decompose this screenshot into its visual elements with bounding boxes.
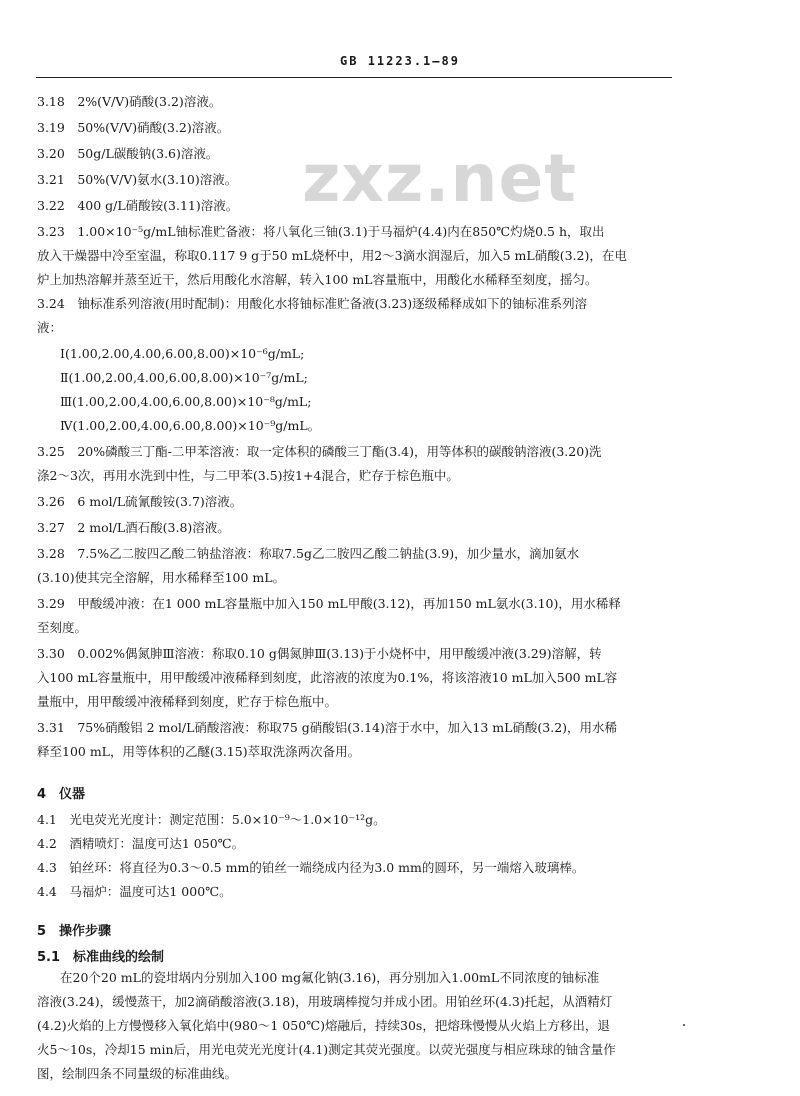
reagent-line: 3.23 1.00×10⁻⁵g/mL铀标准贮备液：将八氧化三铀(3.1)于马福炉(4.4)内在850℃灼烧0.5 h，取出 bbox=[37, 224, 605, 239]
procedure-line: 溶液(3.24)，缓慢蒸干，加2滴硝酸溶液(3.18)，用玻璃棒搅匀并成小团。用铂丝环(4.3)托起，从酒精灯 bbox=[37, 994, 613, 1009]
header-rule bbox=[36, 77, 672, 78]
reagent-line: 3.29 甲酸缓冲液：在1 000 mL容量瓶中加入150 mL甲酸(3.12)，再加150 mL氨水(3.10)，用水稀释 bbox=[37, 596, 621, 611]
reagent-line: 3.28 7.5%乙二胺四乙酸二钠盐溶液：称取7.5g乙二胺四乙酸二钠盐(3.9)，加少量水，滴加氨水 bbox=[37, 546, 580, 561]
reagent-line: 3.31 75%硝酸铝 2 mol/L硝酸溶液：称取75 g硝酸铝(3.14)溶于水中，加入13 mL硝酸(3.2)，用水稀 bbox=[37, 720, 618, 735]
procedure-line: (4.2)火焰的上方慢慢移入氧化焰中(980～1 050℃)熔融后，持续30s，把熔珠慢慢从火焰上方移出，退 bbox=[37, 1018, 610, 1033]
series-line: Ⅲ(1.00,2.00,4.00,6.00,8.00)×10⁻⁸g/mL; bbox=[60, 394, 312, 409]
reagent-line: 3.20 50g/L碳酸钠(3.6)溶液。 bbox=[37, 146, 219, 161]
reagent-line: 放入干燥器中冷至室温，称取0.117 9 g于50 mL烧杯中，用2～3滴水润湿后，加入5 mL硝酸(3.2)，在电 bbox=[37, 248, 627, 263]
series-line: Ⅳ(1.00,2.00,4.00,6.00,8.00)×10⁻⁹g/mL。 bbox=[60, 418, 321, 433]
procedure-line: 图，绘制四条不同量级的标准曲线。 bbox=[37, 1066, 238, 1081]
instrument-line: 4.2 酒精喷灯：温度可达1 050℃。 bbox=[37, 836, 245, 851]
reagent-line: 3.30 0.002%偶氮胂Ⅲ溶液：称取0.10 g偶氮胂Ⅲ(3.13)于小烧杯中，用甲酸缓冲液(3.29)溶解，转 bbox=[37, 646, 602, 661]
reagent-line: 3.25 20%磷酸三丁酯-二甲苯溶液：取一定体积的磷酸三丁酯(3.4)，用等体积的碳酸钠溶液(3.20)洗 bbox=[37, 444, 602, 459]
series-line: Ⅱ(1.00,2.00,4.00,6.00,8.00)×10⁻⁷g/mL; bbox=[60, 370, 308, 385]
reagent-line: 液： bbox=[37, 320, 63, 335]
reagent-line: 3.27 2 mol/L酒石酸(3.8)溶液。 bbox=[37, 520, 230, 535]
reagent-line: 3.18 2%(V/V)硝酸(3.2)溶液。 bbox=[37, 94, 222, 109]
reagent-line: 炉上加热溶解并蒸至近干，然后用酸化水溶解，转入100 mL容量瓶中，用酸化水稀释至刻度，摇匀。 bbox=[37, 272, 598, 287]
reagent-line: 涤2～3次，再用水洗到中性，与二甲苯(3.5)按1+4混合，贮存于棕色瓶中。 bbox=[37, 468, 459, 483]
reagent-line: 量瓶中，用甲酸缓冲液稀释到刻度，贮存于棕色瓶中。 bbox=[37, 694, 338, 709]
subsection-heading-calibration: 5.1 标准曲线的绘制 bbox=[37, 950, 165, 965]
instrument-line: 4.1 光电荧光光度计：测定范围：5.0×10⁻⁹～1.0×10⁻¹²g。 bbox=[37, 812, 386, 827]
reagent-line: 释至100 mL，用等体积的乙醚(3.15)萃取洗涤两次备用。 bbox=[37, 744, 361, 759]
reagent-line: 3.21 50%(V/V)氨水(3.10)溶液。 bbox=[37, 172, 238, 187]
reagent-line: 3.26 6 mol/L硫氰酸铵(3.7)溶液。 bbox=[37, 494, 243, 509]
watermark: zxz.net bbox=[302, 140, 577, 217]
reagent-line: 3.19 50%(V/V)硝酸(3.2)溶液。 bbox=[37, 120, 230, 135]
reagent-line: 3.24 铀标准系列溶液(用时配制)：用酸化水将铀标准贮备液(3.23)逐级稀释成如下的铀标准系列溶 bbox=[37, 296, 588, 311]
reagent-line: 3.22 400 g/L硝酸铵(3.11)溶液。 bbox=[37, 198, 239, 213]
section-heading-instruments: 4 仪器 bbox=[37, 787, 86, 802]
scan-speck bbox=[683, 1024, 685, 1026]
procedure-line: 在20个20 mL的瓷坩埚内分别加入100 mg氟化钠(3.16)，再分别加入1.00mL不同浓度的铀标准 bbox=[60, 970, 600, 985]
reagent-line: (3.10)使其完全溶解，用水稀释至100 mL。 bbox=[37, 570, 286, 585]
instrument-line: 4.4 马福炉：温度可达1 000℃。 bbox=[37, 884, 232, 899]
series-line: Ⅰ(1.00,2.00,4.00,6.00,8.00)×10⁻⁶g/mL; bbox=[60, 346, 305, 361]
reagent-line: 入100 mL容量瓶中，用甲酸缓冲液稀释到刻度，此溶液的浓度为0.1%，将该溶液10 mL加入500 mL容 bbox=[37, 670, 618, 685]
instrument-line: 4.3 铂丝环：将直径为0.3～0.5 mm的铂丝一端绕成内径为3.0 mm的圆环，另一端熔入玻璃棒。 bbox=[37, 860, 585, 875]
procedure-line: 火5～10s，冷却15 min后，用光电荧光光度计(4.1)测定其荧光强度。以荧光强度与相应珠球的铀含量作 bbox=[37, 1042, 616, 1057]
page-header: GB 11223.1—89 bbox=[340, 54, 460, 68]
section-heading-procedure: 5 操作步骤 bbox=[37, 924, 112, 939]
reagent-line: 至刻度。 bbox=[37, 620, 88, 635]
